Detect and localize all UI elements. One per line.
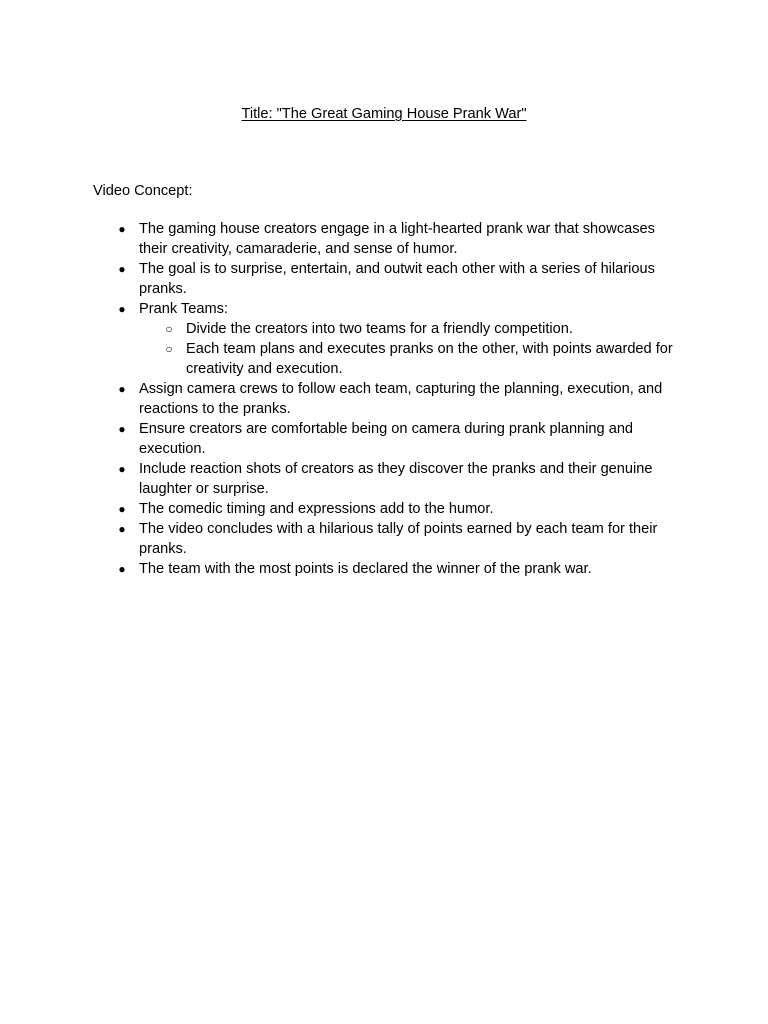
- bullet-icon: ●: [118, 382, 126, 396]
- bullet-icon: ●: [118, 562, 126, 576]
- hollow-bullet-icon: ○: [165, 322, 173, 336]
- bullet-icon: ●: [118, 502, 126, 516]
- list-item: [93, 499, 673, 519]
- list-item-text: The comedic timing and expressions add to the humor.: [139, 501, 494, 517]
- bullet-icon: ●: [118, 302, 126, 316]
- bullet-list: [93, 219, 673, 579]
- list-item-text: The goal is to surprise, entertain, and outwit each other with a series of hilarious pranks.: [139, 261, 655, 297]
- sub-list-item-text: Divide the creators into two teams for a friendly competition.: [186, 321, 573, 337]
- bullet-icon: ●: [118, 262, 126, 276]
- list-item: [93, 299, 673, 379]
- sub-list-item-text: Each team plans and executes pranks on the other, with points awarded for creativity and execution.: [186, 341, 673, 377]
- bullet-icon: ●: [118, 522, 126, 536]
- list-item-text: Ensure creators are comfortable being on camera during prank planning and execution.: [139, 421, 634, 457]
- list-item-text: The video concludes with a hilarious tally of points earned by each team for their pranks.: [139, 521, 658, 557]
- list-item-text: Prank Teams:: [139, 301, 228, 317]
- list-item-text: The team with the most points is declared the winner of the prank war.: [139, 561, 592, 577]
- list-item-text: The gaming house creators engage in a light-hearted prank war that showcases their creativity, camaraderie, and sense of humor.: [139, 221, 655, 257]
- document-title-text: Title: "The Great Gaming House Prank War": [241, 106, 527, 122]
- list-item: [93, 259, 673, 299]
- bullet-icon: ●: [118, 422, 126, 436]
- list-item-text: Assign camera crews to follow each team, capturing the planning, execution, and reactions to the pranks.: [139, 381, 663, 417]
- list-item: [93, 419, 673, 459]
- bullet-icon: ●: [118, 462, 126, 476]
- list-item: [93, 459, 673, 499]
- bullet-icon: ●: [118, 222, 126, 236]
- sub-bullet-list: [139, 319, 673, 379]
- list-item: [93, 379, 673, 419]
- sub-list-item: [139, 319, 673, 339]
- sub-list-item: [139, 339, 673, 379]
- list-item: [93, 559, 673, 579]
- list-item: [93, 519, 673, 559]
- section-label-video-concept: Video Concept:: [93, 183, 193, 199]
- list-item: [93, 219, 673, 259]
- list-item-text: Include reaction shots of creators as they discover the pranks and their genuine laughter or surprise.: [139, 461, 653, 497]
- hollow-bullet-icon: ○: [165, 342, 173, 356]
- document-title: [0, 104, 768, 124]
